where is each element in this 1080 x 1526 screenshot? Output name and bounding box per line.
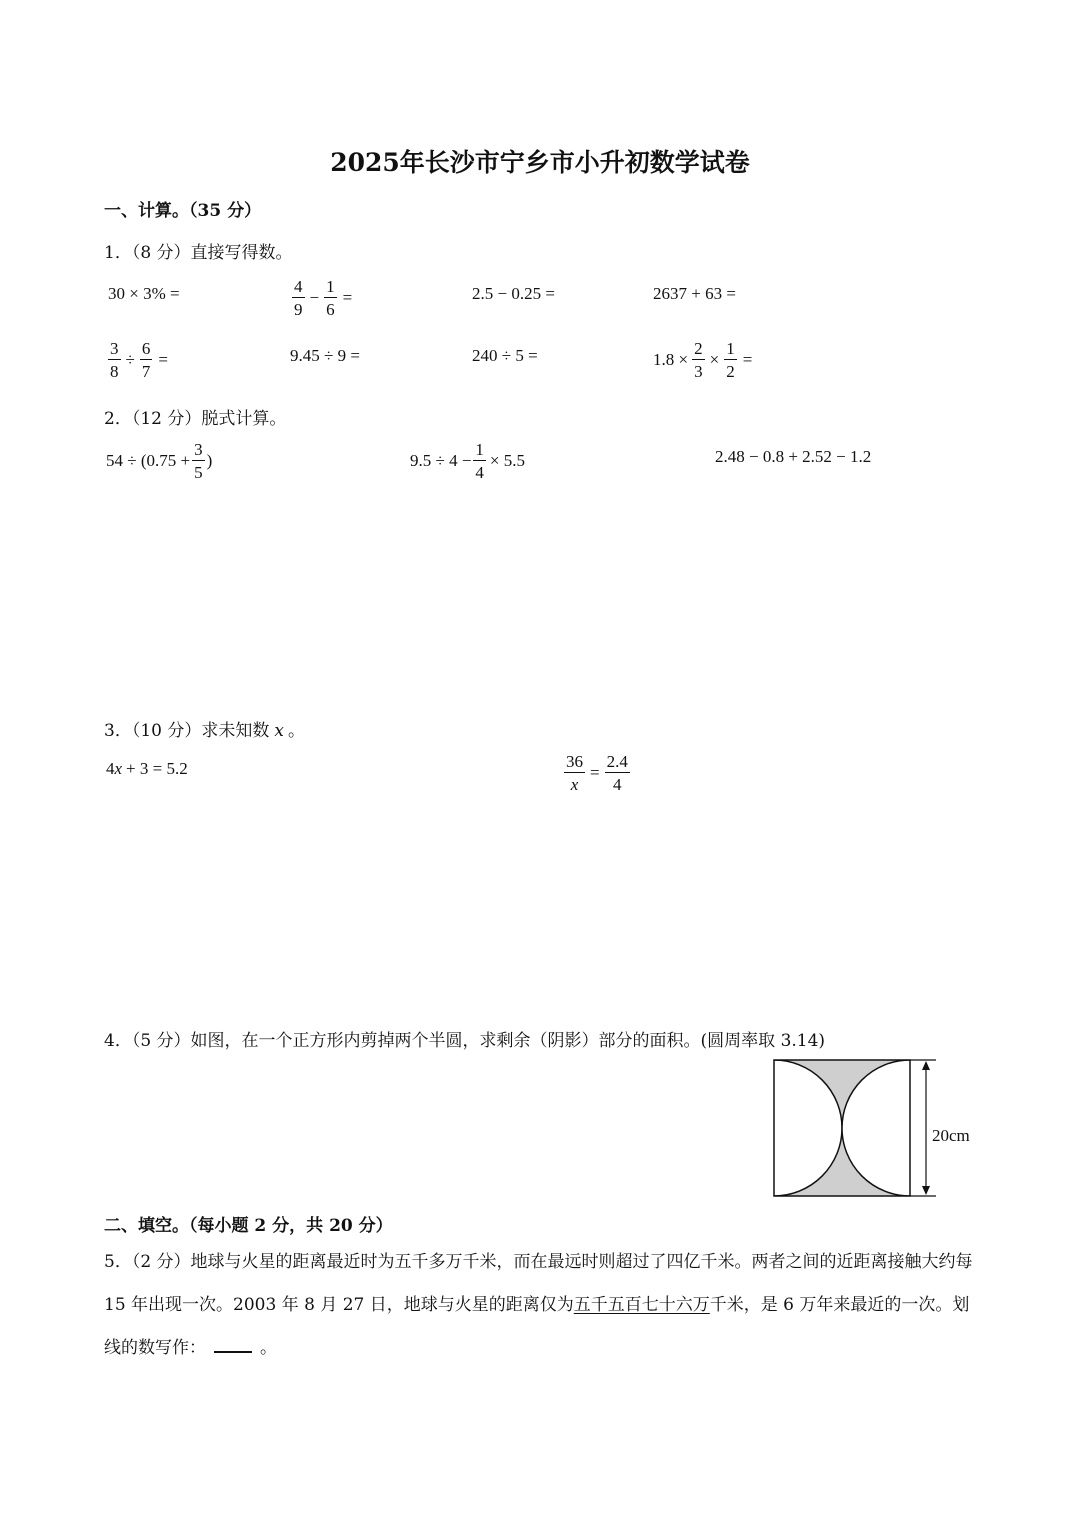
q2-item-a-suffix: ) [206, 451, 213, 470]
equals-sign: = [342, 288, 353, 307]
dimension-label: 20cm [932, 1126, 970, 1145]
denominator: 3 [694, 362, 703, 381]
q1-item-g [472, 346, 538, 366]
numerator: 1 [326, 277, 335, 296]
q2-item-a [106, 441, 212, 481]
equals-sign: = [158, 350, 168, 369]
q2-item-b-prefix: 9.5 ÷ 4 − [410, 451, 472, 470]
fraction [605, 753, 630, 793]
numerator: 2.4 [606, 752, 628, 771]
q1-item-d-expr: 2637 + 63 = [653, 284, 736, 303]
q1-item-f-expr: 9.45 ÷ 9 = [290, 346, 360, 365]
numerator: 6 [141, 339, 151, 358]
denominator: 6 [326, 300, 335, 319]
arrow-up-icon [922, 1061, 930, 1070]
fraction [473, 441, 486, 481]
square-semicircle-figure [760, 1052, 990, 1208]
operator: − [309, 288, 320, 307]
underlined-number: 五千五百七十六万 [573, 1295, 710, 1315]
page-title: 2025年长沙市宁乡市小升初数学试卷 [330, 148, 750, 177]
denominator: 5 [194, 463, 203, 482]
numerator: 4 [294, 277, 303, 296]
question-2-label: 2．（12 分）脱式计算。 [104, 409, 287, 429]
equals-sign: = [742, 350, 753, 369]
question-3-label-end: 。 [287, 721, 305, 741]
denominator: 9 [294, 300, 303, 319]
fraction [292, 278, 305, 318]
q3-item-a-var: x [114, 759, 123, 778]
numerator: 1 [726, 339, 735, 358]
q1-item-f [290, 346, 360, 366]
fraction [140, 340, 153, 380]
fraction [324, 278, 337, 318]
question-3-label-text: 3．（10 分）求未知数 [104, 721, 270, 741]
q3-item-a-rest: + 3 = 5.2 [126, 759, 188, 778]
q2-item-c [715, 447, 871, 467]
operator: × [709, 350, 720, 369]
question-5-part-1: 5．（2 分）地球与火星的距离最近时为五千多万千米，而在最远时则超过了四亿千米。两者之间的近距离接触大约每 15 年出现一次。2003 年 8 月 27 日，地球与火星的距离仅为 [104, 1252, 973, 1315]
q1-item-c [472, 284, 555, 304]
q1-item-d [653, 284, 736, 304]
q2-item-b [410, 441, 525, 481]
q2-item-c-expr: 2.48 − 0.8 + 2.52 − 1.2 [715, 447, 872, 466]
q1-item-h-prefix: 1.8 × [653, 350, 689, 369]
denominator: 2 [726, 362, 735, 381]
denominator: 4 [475, 463, 484, 482]
q1-item-e [106, 340, 168, 380]
q1-item-a [108, 284, 180, 304]
numerator: 3 [194, 440, 203, 459]
fraction [724, 340, 737, 380]
fraction [108, 340, 121, 380]
section-2-heading: 二、填空。（每小题 2 分，共 20 分） [104, 1216, 393, 1236]
section-1-heading: 一、计算。（35 分） [104, 201, 262, 221]
answer-blank[interactable] [214, 1350, 252, 1353]
q2-item-a-prefix: 54 ÷ (0.75 + [106, 451, 191, 470]
fraction [692, 340, 705, 380]
question-5-text [104, 1241, 984, 1370]
numerator: 2 [694, 339, 703, 358]
fraction [192, 441, 205, 481]
q3-item-a-coef: 4 [106, 759, 115, 778]
q1-item-h [653, 340, 752, 380]
denominator: 7 [141, 362, 151, 381]
q2-item-b-suffix: × 5.5 [489, 451, 526, 470]
q3-item-b [562, 753, 632, 793]
q1-item-g-expr: 240 ÷ 5 = [472, 346, 538, 365]
fraction [564, 753, 585, 793]
q3-item-a [106, 759, 188, 779]
numerator: 36 [566, 752, 583, 771]
unknown-variable: x [274, 721, 284, 741]
numerator: 3 [110, 339, 119, 358]
numerator: 1 [475, 440, 484, 459]
q1-item-b [290, 278, 352, 318]
equals-sign: = [590, 763, 600, 782]
q1-item-c-expr: 2.5 − 0.25 = [472, 284, 555, 303]
operator: ÷ [125, 350, 135, 369]
question-5-end: 。 [260, 1338, 277, 1358]
q1-item-a-expr: 30 × 3% = [108, 284, 180, 303]
question-5-part-2: 千米，是 6 万年来最近的一次。划线的数写作： [104, 1295, 970, 1358]
arrow-down-icon [922, 1186, 930, 1195]
denominator: x [570, 775, 579, 794]
denominator: 4 [612, 775, 622, 794]
question-4-label: 4．（5 分）如图，在一个正方形内剪掉两个半圆，求剩余（阴影）部分的面积。(圆周率取 3.14) [104, 1031, 826, 1051]
question-3-label [104, 716, 305, 741]
denominator: 8 [110, 362, 119, 381]
question-1-label: 1．（8 分）直接写得数。 [104, 243, 293, 263]
